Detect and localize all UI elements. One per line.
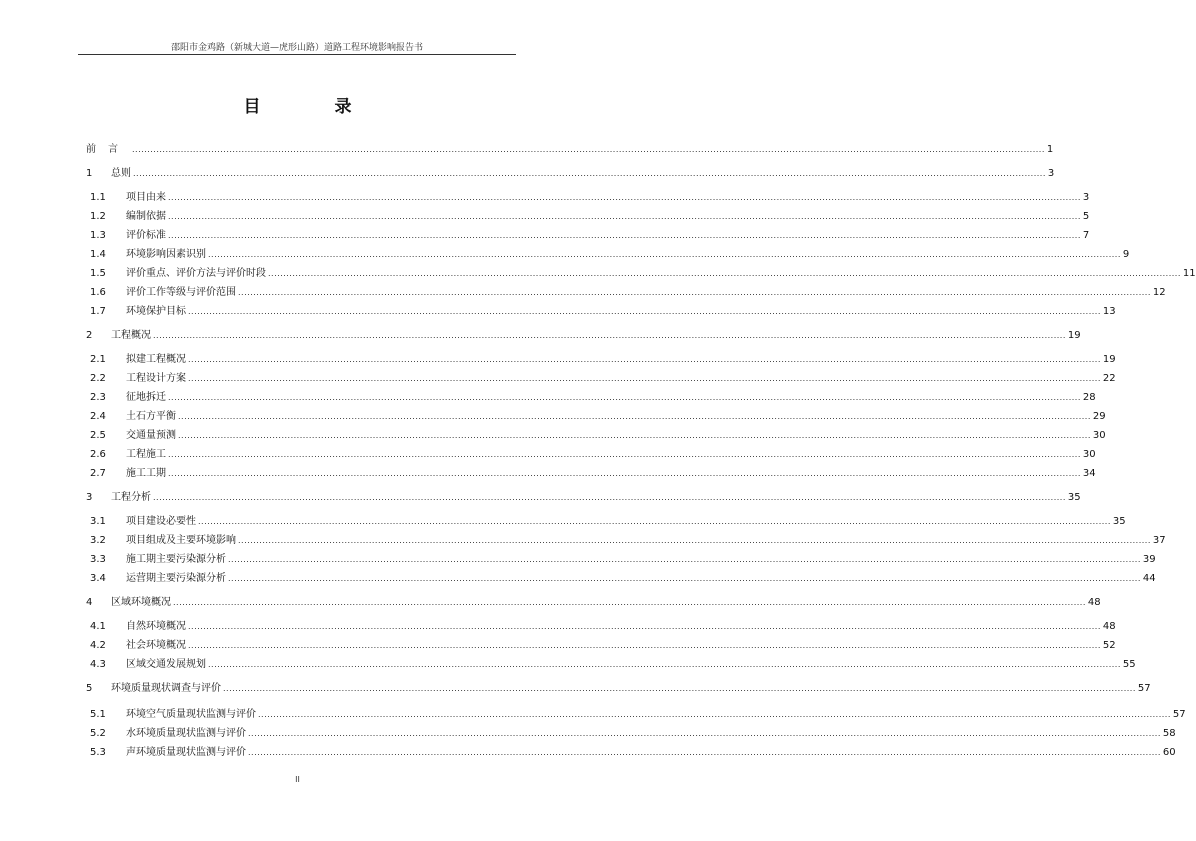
toc-entry[interactable] (86, 534, 1166, 548)
toc-leader-dots: ............................................................................................................................................................................................................................................................................................................ (188, 374, 1101, 383)
toc-entry-title: 工程施工 (126, 449, 166, 460)
toc-entry-title: 征地拆迁 (126, 392, 166, 403)
toc-entry[interactable] (86, 429, 1106, 443)
toc-entry-number: 3.3 (90, 554, 106, 565)
toc-leader-dots: ............................................................................................................................................................................................................................................................................................................ (198, 517, 1111, 526)
toc-entry-page: 60 (1162, 747, 1176, 758)
toc-entry-page: 1 (1046, 144, 1054, 155)
toc-entry[interactable] (86, 143, 1054, 157)
toc-leader-dots: ............................................................................................................................................................................................................................................................................................................ (133, 169, 1046, 178)
toc-leader-dots: ............................................................................................................................................................................................................................................................................................................ (168, 212, 1081, 221)
toc-entry-number: 1.1 (90, 192, 106, 203)
toc-entry-title: 环境影响因素识别 (126, 249, 206, 260)
toc-entry-page: 39 (1142, 554, 1156, 565)
toc-entry-title: 项目由来 (126, 192, 166, 203)
toc-entry[interactable] (86, 746, 1176, 760)
toc-entry-title: 评价重点、评价方法与评价时段 (126, 268, 266, 279)
toc-leader-dots: ............................................................................................................................................................................................................................................................................................................ (188, 622, 1101, 631)
toc-entry-number: 5.1 (90, 709, 106, 720)
toc-entry-page: 19 (1102, 354, 1116, 365)
toc-entry-page: 35 (1067, 492, 1081, 503)
toc-entry-page: 12 (1152, 287, 1166, 298)
toc-entry-number: 4.3 (90, 659, 106, 670)
toc-entry-page: 22 (1102, 373, 1116, 384)
toc-entry-title: 区域环境概况 (111, 597, 171, 608)
toc-entry-title: 水环境质量现状监测与评价 (126, 728, 246, 739)
toc-entry[interactable] (86, 229, 1090, 243)
toc-entry-page: 9 (1122, 249, 1130, 260)
toc-entry[interactable] (86, 286, 1166, 300)
toc-entry-title: 项目组成及主要环境影响 (126, 535, 236, 546)
toc-entry[interactable] (86, 572, 1156, 586)
toc-entry-title: 前言 (86, 144, 130, 155)
toc-entry[interactable] (86, 467, 1096, 481)
toc-entry-number: 3 (86, 492, 93, 503)
toc-entry[interactable] (86, 639, 1116, 653)
toc-entry[interactable] (86, 682, 1151, 696)
toc-entry-page: 3 (1082, 192, 1090, 203)
toc-entry-title: 施工期主要污染源分析 (126, 554, 226, 565)
toc-entry-number: 2 (86, 330, 93, 341)
toc-entry-title: 区域交通发展规划 (126, 659, 206, 670)
toc-entry[interactable] (86, 620, 1116, 634)
toc-leader-dots: ............................................................................................................................................................................................................................................................................................................ (168, 469, 1081, 478)
toc-entry-number: 2.3 (90, 392, 106, 403)
toc-leader-dots: ............................................................................................................................................................................................................................................................................................................ (168, 450, 1081, 459)
toc-entry-title: 土石方平衡 (126, 411, 176, 422)
toc-leader-dots: ............................................................................................................................................................................................................................................................................................................ (223, 684, 1136, 693)
toc-entry-number: 1.5 (90, 268, 106, 279)
toc-entry-page: 19 (1067, 330, 1081, 341)
toc-entry-number: 2.6 (90, 449, 106, 460)
toc-entry-page: 57 (1137, 683, 1151, 694)
toc-leader-dots: ............................................................................................................................................................................................................................................................................................................ (153, 493, 1066, 502)
toc-entry-page: 35 (1112, 516, 1126, 527)
toc-entry-page: 3 (1047, 168, 1055, 179)
toc-entry-page: 58 (1162, 728, 1176, 739)
toc-entry[interactable] (86, 553, 1156, 567)
toc-entry-number: 4 (86, 597, 93, 608)
toc-entry[interactable] (86, 305, 1116, 319)
toc-entry-title: 工程分析 (111, 492, 151, 503)
toc-entry-title: 环境质量现状调查与评价 (111, 683, 221, 694)
toc-leader-dots: ............................................................................................................................................................................................................................................................................................................ (228, 574, 1141, 583)
toc-entry-title: 总则 (111, 168, 131, 179)
toc-leader-dots: ............................................................................................................................................................................................................................................................................................................ (178, 412, 1091, 421)
toc-leader-dots: ............................................................................................................................................................................................................................................................................................................ (178, 431, 1091, 440)
toc-leader-dots: ............................................................................................................................................................................................................................................................................................................ (268, 269, 1181, 278)
toc-leader-dots: ............................................................................................................................................................................................................................................................................................................ (238, 288, 1151, 297)
toc-entry-page: 37 (1152, 535, 1166, 546)
toc-entry[interactable] (86, 410, 1106, 424)
toc-entry-number: 1.2 (90, 211, 106, 222)
toc-entry-number: 4.1 (90, 621, 106, 632)
toc-entry-page: 48 (1102, 621, 1116, 632)
toc-leader-dots: ............................................................................................................................................................................................................................................................................................................ (248, 748, 1161, 757)
toc-entry[interactable] (86, 210, 1090, 224)
toc-entry-title: 拟建工程概况 (126, 354, 186, 365)
toc-leader-dots: ............................................................................................................................................................................................................................................................................................................ (173, 598, 1086, 607)
toc-entry-number: 2.4 (90, 411, 106, 422)
toc-leader-dots: ............................................................................................................................................................................................................................................................................................................ (132, 145, 1045, 154)
toc-entry[interactable] (86, 372, 1116, 386)
toc-entry-number: 1.6 (90, 287, 106, 298)
toc-entry-number: 1.4 (90, 249, 106, 260)
toc-entry-page: 11 (1182, 268, 1196, 279)
toc-entry[interactable] (86, 515, 1126, 529)
toc-entry-number: 5.2 (90, 728, 106, 739)
toc-entry-number: 3.1 (90, 516, 106, 527)
toc-entry-number: 2.5 (90, 430, 106, 441)
toc-entry-page: 28 (1082, 392, 1096, 403)
toc-entry-number: 1.7 (90, 306, 106, 317)
toc-leader-dots: ............................................................................................................................................................................................................................................................................................................ (258, 710, 1171, 719)
toc-entry-title: 评价标准 (126, 230, 166, 241)
running-header: 邵阳市金鸡路（新城大道—虎形山路）道路工程环境影响报告书 (170, 43, 423, 53)
toc-entry-page: 48 (1087, 597, 1101, 608)
toc-entry-page: 30 (1092, 430, 1106, 441)
toc-entry-number: 1 (86, 168, 93, 179)
toc-leader-dots: ............................................................................................................................................................................................................................................................................................................ (168, 231, 1081, 240)
toc-entry-page: 44 (1142, 573, 1156, 584)
toc-entry-number: 2.7 (90, 468, 106, 479)
toc-entry-page: 57 (1172, 709, 1186, 720)
toc-entry[interactable] (86, 167, 1055, 181)
page-number: II (295, 775, 300, 784)
toc-entry-title: 环境空气质量现状监测与评价 (126, 709, 256, 720)
toc-entry-title: 交通量预测 (126, 430, 176, 441)
toc-entry-title: 自然环境概况 (126, 621, 186, 632)
toc-entry-number: 3.4 (90, 573, 106, 584)
toc-entry-title: 项目建设必要性 (126, 516, 196, 527)
toc-entry-title: 评价工作等级与评价范围 (126, 287, 236, 298)
toc-entry-page: 29 (1092, 411, 1106, 422)
toc-entry-page: 55 (1122, 659, 1136, 670)
toc-entry-title: 声环境质量现状监测与评价 (126, 747, 246, 758)
toc-entry-title: 运营期主要污染源分析 (126, 573, 226, 584)
toc-leader-dots: ............................................................................................................................................................................................................................................................................................................ (168, 393, 1081, 402)
toc-entry-page: 13 (1102, 306, 1116, 317)
toc-entry-number: 3.2 (90, 535, 106, 546)
toc-leader-dots: ............................................................................................................................................................................................................................................................................................................ (153, 331, 1066, 340)
toc-entry-title: 社会环境概况 (126, 640, 186, 651)
toc-entry-title: 工程概况 (111, 330, 151, 341)
toc-entry[interactable] (86, 491, 1081, 505)
toc-entry-number: 1.3 (90, 230, 106, 241)
toc-entry-page: 34 (1082, 468, 1096, 479)
toc-entry-number: 2.2 (90, 373, 106, 384)
toc-leader-dots: ............................................................................................................................................................................................................................................................................................................ (238, 536, 1151, 545)
toc-entry-page: 7 (1082, 230, 1090, 241)
toc-entry-title: 施工工期 (126, 468, 166, 479)
toc-entry-number: 4.2 (90, 640, 106, 651)
toc-entry[interactable] (86, 708, 1186, 722)
toc-entry[interactable] (86, 391, 1096, 405)
toc-entry-page: 52 (1102, 640, 1116, 651)
toc-leader-dots: ............................................................................................................................................................................................................................................................................................................ (228, 555, 1141, 564)
toc-leader-dots: ............................................................................................................................................................................................................................................................................................................ (188, 307, 1101, 316)
page-title: 目 录 (243, 97, 386, 117)
toc-entry[interactable] (86, 329, 1081, 343)
toc-entry[interactable] (86, 596, 1101, 610)
toc-entry-page: 30 (1082, 449, 1096, 460)
toc-entry-number: 2.1 (90, 354, 106, 365)
toc-leader-dots: ............................................................................................................................................................................................................................................................................................................ (208, 660, 1121, 669)
toc-entry[interactable] (86, 353, 1116, 367)
toc-leader-dots: ............................................................................................................................................................................................................................................................................................................ (188, 355, 1101, 364)
toc-entry[interactable] (86, 191, 1090, 205)
toc-entry[interactable] (86, 267, 1196, 281)
toc-entry-page: 5 (1082, 211, 1090, 222)
toc-entry-title: 工程设计方案 (126, 373, 186, 384)
toc-entry[interactable] (86, 658, 1136, 672)
toc-leader-dots: ............................................................................................................................................................................................................................................................................................................ (248, 729, 1161, 738)
toc-entry[interactable] (86, 727, 1176, 741)
toc-entry-number: 5 (86, 683, 93, 694)
toc-entry-number: 5.3 (90, 747, 106, 758)
toc-entry-title: 环境保护目标 (126, 306, 186, 317)
toc-leader-dots: ............................................................................................................................................................................................................................................................................................................ (188, 641, 1101, 650)
toc-leader-dots: ............................................................................................................................................................................................................................................................................................................ (208, 250, 1121, 259)
toc-entry[interactable] (86, 248, 1130, 262)
toc-entry-title: 编制依据 (126, 211, 166, 222)
toc-entry[interactable] (86, 448, 1096, 462)
toc-leader-dots: ............................................................................................................................................................................................................................................................................................................ (168, 193, 1081, 202)
